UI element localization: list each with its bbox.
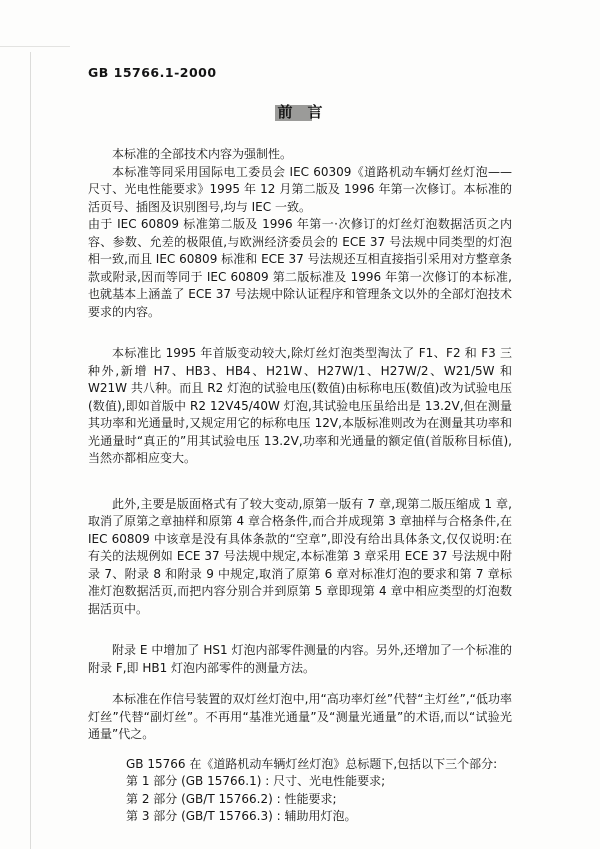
- paragraph-version-changes: 本标准比 1995 年首版变动较大,除灯丝灯泡类型淘汰了 F1、F2 和 F3 三种外,新增 H7、HB3、HB4、H21W、H27W/1、H27W/2、W21/5W 和 W21W 共八种。而且 R2 灯泡的试验电压(数值)由标称电压(数值)改为试验电压(数值),即如首版中 R2 12V45/40W 灯泡,其试验电压虽给出是 13.2V,但在测量其功率和光通量时,又规定用它的标称电压 12V,本版标准则改为在测量其功率和光通量时“真正的”用其试验电压 13.2V,功率和光通量的额定值(首版称目标值),当然亦都相应变大。: [88, 346, 512, 465]
- paragraph-format-changes: 此外,主要是版面格式有了较大变动,原第一版有 7 章,现第二版压缩成 1 章,取消了原第之章抽样和原第 4 章合格条件,而合并成现第 3 章抽样与合格条件,在 IEC 60809 中该章是没有具体条款的“空章”,即没有给出具体条文,仅仅说明:在有关的法规例如 ECE 37 号法规中规定,本标准第 3 章采用 ECE 37 号法规中附录 7、附录 8 和附录 9 中规定,取消了原第 6 章对标准灯泡的要求和第 7 章标准灯泡数据活页,而把内容分别合并到原第 5 章即现第 4 章中相应类型的灯泡数据活页中。: [88, 496, 512, 616]
- doc-number: GB 15766.1-2000: [88, 65, 217, 80]
- paragraph-mandatory-notice: 本标准的全部技术内容为强制性。: [112, 147, 293, 161]
- part-item: 第 1 部分 (GB 15766.1) : 尺寸、光电性能要求;: [126, 774, 386, 788]
- paragraph-iec-ece-equivalence: 由于 IEC 60809 标准第二版及 1996 年第一·次修订的灯丝灯泡数据活页之内容、参数、允差的极限值,与欧洲经济委员会的 ECE 37 号法规中同类型的灯泡相一致,而且 IEC 60809 标准和 ECE 37 号法规还互相直接指引采用对方整章条款或附录,因而等同于 IEC 60809 第二版标准及 1996 年第一次修订的本标准,也就基本上涵盖了 ECE 37 号法规中除认证程序和管理条文以外的全部灯泡技术要求的内容。: [88, 217, 512, 319]
- paragraph-iec-adoption: 本标准等同采用国际电工委员会 IEC 60309《道路机动车辆灯丝灯泡——尺寸、光电性能要求》1995 年 12 月第二版及 1996 年第一次修订。本标准的活页号、插图及识别图号,均与 IEC 一致。: [88, 164, 512, 214]
- part-item: 第 2 部分 (GB/T 15766.2) : 性能要求;: [126, 791, 337, 806]
- scan-edge-vertical-line: [30, 52, 31, 849]
- parts-section: [88, 756, 512, 826]
- title-row: [88, 104, 512, 123]
- scan-edge-horizontal-line: [0, 46, 70, 47]
- part-item: 第 3 部分 (GB/T 15766.3) : 辅助用灯泡。: [126, 809, 357, 823]
- page-title: 前 言: [277, 102, 323, 121]
- paragraph-annex-additions: 附录 E 中增加了 HS1 灯泡内部零件测量的内容。另外,还增加了一个标准的附录 F,即 HB1 灯泡内部零件的测量方法。: [88, 643, 512, 675]
- paragraph-terminology-changes: 本标准在作信号装置的双灯丝灯泡中,用“高功率灯丝”代替“主灯丝”,“低功率灯丝”代替“副灯丝”。不再用“基准光通量”及“测量光通量”的术语,而以“试验光通量”代之。: [88, 692, 512, 741]
- parts-intro: GB 15766 在《道路机动车辆灯丝灯泡》总标题下,包括以下三个部分:: [126, 756, 498, 771]
